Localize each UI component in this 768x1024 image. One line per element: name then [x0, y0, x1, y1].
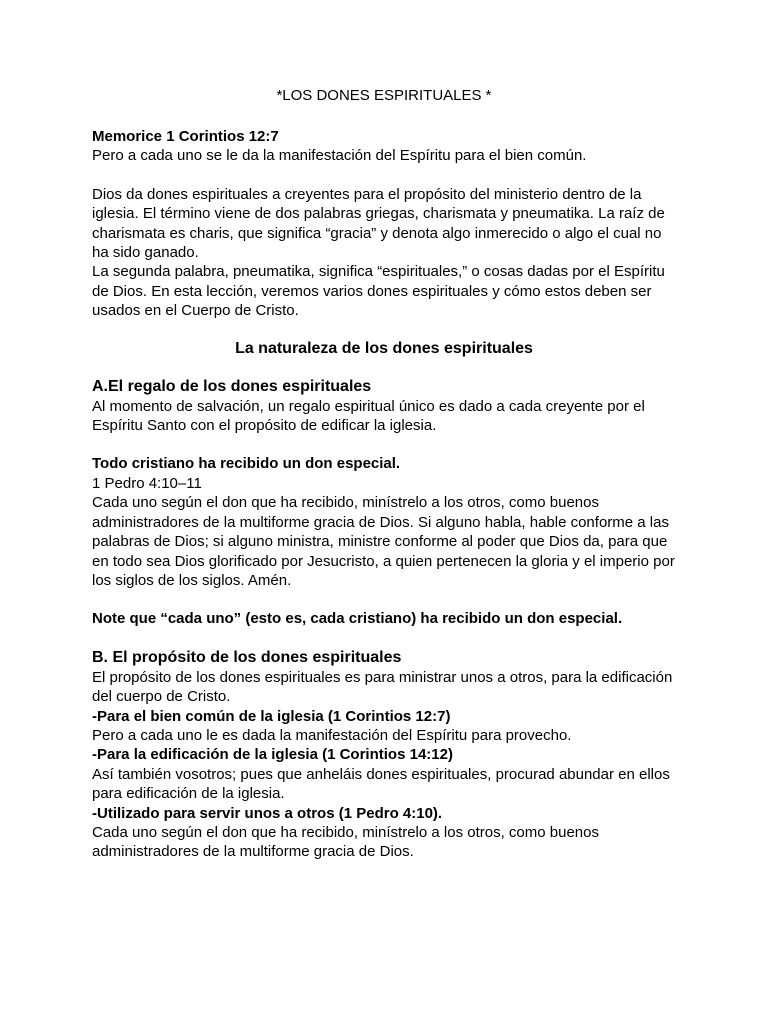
- part-a-reference: 1 Pedro 4:10–11: [92, 474, 202, 492]
- part-a-text: Al momento de salvación, un regalo espiritual único es dado a cada creyente por el Espíritu Santo con el propósito de edificar la iglesia.: [92, 397, 645, 435]
- part-b-item3-heading: -Utilizado para servir unos a otros (1 Pedro 4:10).: [92, 804, 443, 822]
- part-b-item1-text: Pero a cada uno le es dada la manifestación del Espíritu para provecho.: [92, 726, 572, 744]
- spacer: [92, 590, 676, 609]
- part-b-item2-text: Así también vosotros; pues que anheláis dones espirituales, procurad abundar en ellos para edificación de la iglesia.: [92, 765, 670, 803]
- part-a-quote: Cada uno según el don que ha recibido, minístrelo a los otros, como buenos administradores de la multiforme gracia de Dios. Si alguno habla, hable conforme a las palabras de Dios; si alguno ministra, ministre conforme al poder que Dios da, para que en todo sea Dios glorificado por Jesucristo, a quien pertenecen la gloria y el imperio por los siglos de los siglos. Amén.: [92, 494, 675, 589]
- document-page: [92, 86, 676, 862]
- intro-paragraph-2: La segunda palabra, pneumatika, significa “espirituales,” o cosas dadas por el Espíritu de Dios. En esta lección, veremos varios dones espirituales y cómo estos deben ser usados en el Cuerpo de Cristo.: [92, 263, 665, 320]
- part-b-item2-heading: -Para la edificación de la iglesia (1 Corintios 14:12): [92, 746, 453, 764]
- memorize-heading: Memorice 1 Corintios 12:7: [92, 128, 279, 145]
- spacer: [92, 629, 676, 648]
- intro-paragraph-1: Dios da dones espirituales a creyentes para el propósito del ministerio dentro de la iglesia. El término viene de dos palabras griegas, charismata y pneumatika. La raíz de charismata es charis, que significa “gracia” y denota algo inmerecido o algo el cual no ha sido ganado.: [92, 185, 665, 262]
- part-b-heading: B. El propósito de los dones espirituales: [92, 648, 402, 666]
- part-a-bold-line: Todo cristiano ha recibido un don especial.: [92, 455, 401, 473]
- part-b-item3-text: Cada uno según el don que ha recibido, minístrelo a los otros, como buenos administradores de la multiforme gracia de Dios.: [92, 823, 599, 861]
- memorize-verse: Pero a cada uno se le da la manifestación del Espíritu para el bien común.: [92, 147, 587, 165]
- part-b-item1-heading: -Para el bien común de la iglesia (1 Corintios 12:7): [92, 707, 451, 725]
- spacer: [92, 435, 676, 454]
- part-a-heading: A.El regalo de los dones espirituales: [92, 377, 372, 395]
- section-title: La naturaleza de los dones espirituales: [235, 339, 533, 357]
- document-title: *LOS DONES ESPIRITUALES *: [276, 87, 492, 104]
- spacer: [92, 166, 676, 185]
- part-a-note: Note que “cada uno” (esto es, cada cristiano) ha recibido un don especial.: [92, 610, 623, 628]
- part-b-text: El propósito de los dones espirituales es para ministrar unos a otros, para la edificación del cuerpo de Cristo.: [92, 668, 673, 706]
